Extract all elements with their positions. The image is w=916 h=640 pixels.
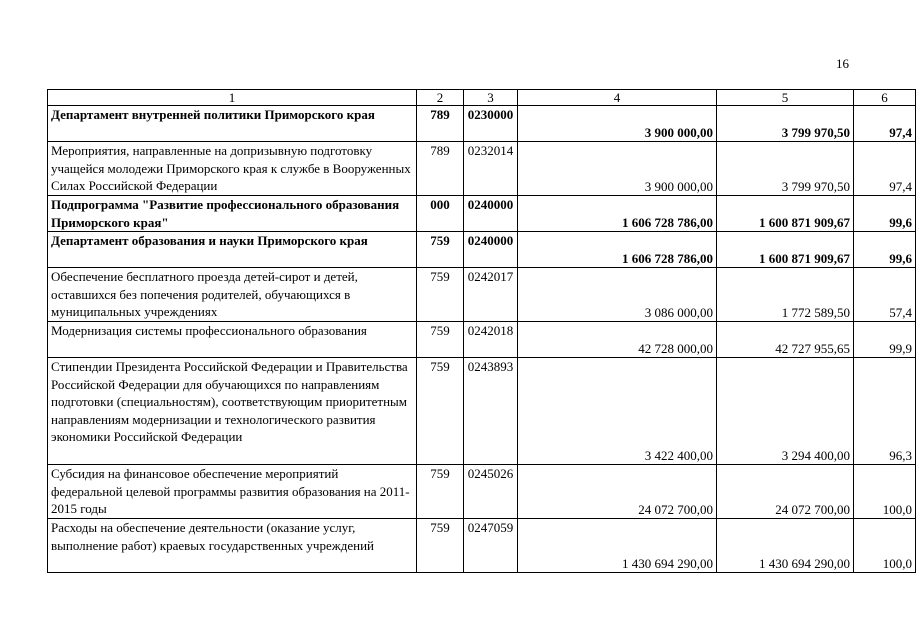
- row-fact-amount-cell: 3 799 970,50: [717, 142, 854, 196]
- row-admin-code-cell: 789: [417, 106, 464, 142]
- row-admin-code-cell: 789: [417, 142, 464, 196]
- row-fact-amount-cell: 1 430 694 290,00: [717, 519, 854, 573]
- row-name-cell: Субсидия на финансовое обеспечение мероприятий федеральной целевой программы развития образования на 2011-2015 годы: [48, 465, 417, 519]
- table-row: [48, 322, 916, 358]
- row-target-code-cell: 0242017: [464, 268, 518, 322]
- row-plan-amount-cell: 3 900 000,00: [518, 142, 717, 196]
- column-header: 3: [464, 90, 518, 106]
- row-name-cell: Мероприятия, направленные на допризывную подготовку учащейся молодежи Приморского края к службе в Вооруженных Силах Российской Федерации: [48, 142, 417, 196]
- row-target-code-cell: 0232014: [464, 142, 518, 196]
- row-fact-amount-cell: 1 600 871 909,67: [717, 232, 854, 268]
- budget-table: [47, 89, 916, 573]
- row-percent-cell: 96,3: [854, 358, 916, 465]
- row-admin-code-cell: 000: [417, 196, 464, 232]
- page-number: 16: [836, 56, 849, 71]
- row-fact-amount-cell: 24 072 700,00: [717, 465, 854, 519]
- table-body: [48, 106, 916, 573]
- table-row: [48, 106, 916, 142]
- column-header: 4: [518, 90, 717, 106]
- row-plan-amount-cell: 1 430 694 290,00: [518, 519, 717, 573]
- row-admin-code-cell: 759: [417, 232, 464, 268]
- row-plan-amount-cell: 1 606 728 786,00: [518, 232, 717, 268]
- column-header: 5: [717, 90, 854, 106]
- row-plan-amount-cell: 3 900 000,00: [518, 106, 717, 142]
- table-row: [48, 196, 916, 232]
- row-name-cell: Подпрограмма "Развитие профессионального образования Приморского края": [48, 196, 417, 232]
- row-plan-amount-cell: 42 728 000,00: [518, 322, 717, 358]
- row-admin-code-cell: 759: [417, 465, 464, 519]
- table-row: [48, 465, 916, 519]
- row-fact-amount-cell: 3 799 970,50: [717, 106, 854, 142]
- table-row: [48, 232, 916, 268]
- column-header: 2: [417, 90, 464, 106]
- row-plan-amount-cell: 3 086 000,00: [518, 268, 717, 322]
- table-row: [48, 268, 916, 322]
- row-target-code-cell: 0243893: [464, 358, 518, 465]
- row-name-cell: Расходы на обеспечение деятельности (оказание услуг, выполнение работ) краевых государственных учреждений: [48, 519, 417, 573]
- row-name-cell: Стипендии Президента Российской Федерации и Правительства Российской Федерации для обучающихся по направлениям подготовки (специальностям), соответствующим приоритетным направлениям модернизации и технологического развития экономики Российской Федерации: [48, 358, 417, 465]
- row-target-code-cell: 0240000: [464, 196, 518, 232]
- row-fact-amount-cell: 3 294 400,00: [717, 358, 854, 465]
- row-target-code-cell: 0245026: [464, 465, 518, 519]
- row-percent-cell: 97,4: [854, 106, 916, 142]
- row-admin-code-cell: 759: [417, 358, 464, 465]
- row-percent-cell: 100,0: [854, 519, 916, 573]
- row-percent-cell: 99,6: [854, 232, 916, 268]
- table-row: [48, 142, 916, 196]
- row-name-cell: Обеспечение бесплатного проезда детей-сирот и детей, оставшихся без попечения родителей, обучающихся в муниципальных учреждениях: [48, 268, 417, 322]
- row-percent-cell: 99,9: [854, 322, 916, 358]
- table-row: [48, 519, 916, 573]
- row-percent-cell: 99,6: [854, 196, 916, 232]
- row-fact-amount-cell: 1 772 589,50: [717, 268, 854, 322]
- row-percent-cell: 97,4: [854, 142, 916, 196]
- row-plan-amount-cell: 3 422 400,00: [518, 358, 717, 465]
- column-header: 1: [48, 90, 417, 106]
- row-fact-amount-cell: 1 600 871 909,67: [717, 196, 854, 232]
- column-header: 6: [854, 90, 916, 106]
- column-number-row: [48, 90, 916, 106]
- row-admin-code-cell: 759: [417, 322, 464, 358]
- row-plan-amount-cell: 1 606 728 786,00: [518, 196, 717, 232]
- row-plan-amount-cell: 24 072 700,00: [518, 465, 717, 519]
- row-admin-code-cell: 759: [417, 268, 464, 322]
- row-percent-cell: 100,0: [854, 465, 916, 519]
- row-percent-cell: 57,4: [854, 268, 916, 322]
- row-name-cell: Модернизация системы профессионального образования: [48, 322, 417, 358]
- row-target-code-cell: 0240000: [464, 232, 518, 268]
- row-target-code-cell: 0242018: [464, 322, 518, 358]
- table-row: [48, 358, 916, 465]
- row-fact-amount-cell: 42 727 955,65: [717, 322, 854, 358]
- row-name-cell: Департамент внутренней политики Приморского края: [48, 106, 417, 142]
- row-admin-code-cell: 759: [417, 519, 464, 573]
- row-target-code-cell: 0247059: [464, 519, 518, 573]
- row-name-cell: Департамент образования и науки Приморского края: [48, 232, 417, 268]
- row-target-code-cell: 0230000: [464, 106, 518, 142]
